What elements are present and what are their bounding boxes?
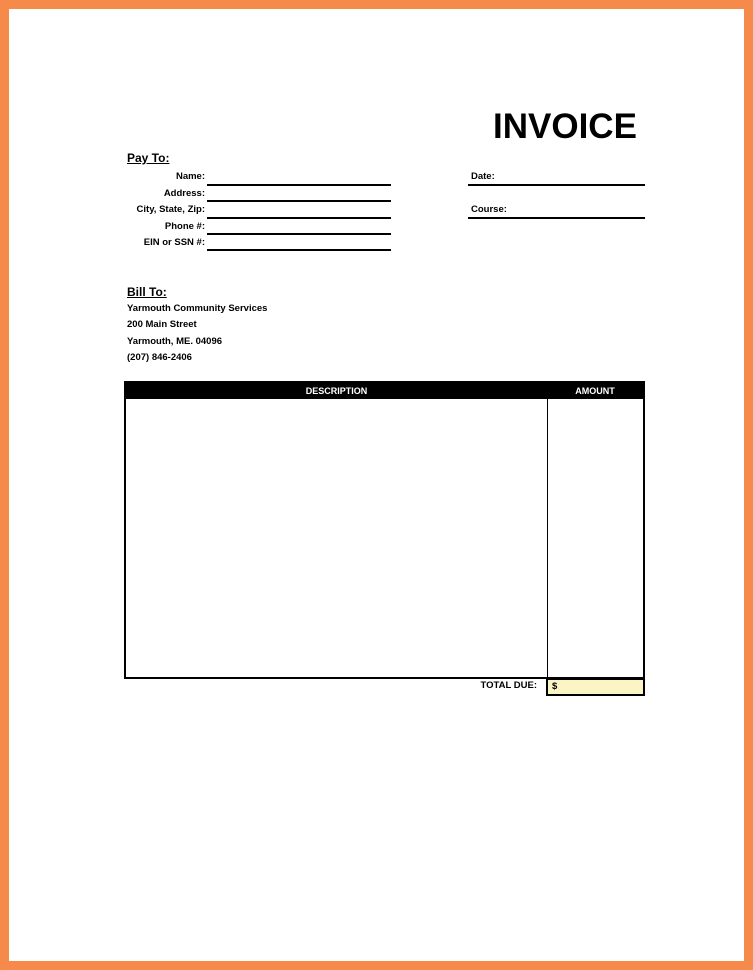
date-label: Date:	[471, 171, 495, 182]
date-field-line[interactable]	[468, 184, 645, 186]
phone-label: Phone #:	[164, 221, 205, 232]
total-due-field[interactable]: $	[546, 678, 645, 696]
city-state-zip-field-line[interactable]	[207, 217, 391, 219]
address-field-line[interactable]	[207, 200, 391, 202]
pay-to-heading: Pay To:	[127, 151, 170, 165]
bill-to-heading: Bill To:	[127, 285, 167, 299]
bill-to-line: Yarmouth Community Services	[127, 303, 268, 314]
line-items-table	[124, 381, 645, 679]
name-label: Name:	[175, 171, 205, 182]
invoice-title: INVOICE	[493, 107, 637, 146]
name-field-line[interactable]	[207, 184, 391, 186]
ein-ssn-label: EIN or SSN #:	[143, 237, 205, 248]
amount-column-header: AMOUNT	[575, 386, 615, 396]
bill-to-line: 200 Main Street	[127, 319, 197, 330]
city-state-zip-label: City, State, Zip:	[136, 204, 205, 215]
address-label: Address:	[163, 188, 205, 199]
description-column-header: DESCRIPTION	[305, 386, 368, 396]
bill-to-line: Yarmouth, ME. 04096	[127, 336, 223, 347]
total-due-label: TOTAL DUE:	[480, 680, 537, 691]
column-divider	[547, 399, 548, 679]
table-header	[126, 383, 643, 399]
course-field-line[interactable]	[468, 217, 645, 219]
course-label: Course:	[471, 204, 507, 215]
bill-to-line: (207) 846-2406	[127, 352, 192, 363]
ein-ssn-field-line[interactable]	[207, 249, 391, 251]
phone-field-line[interactable]	[207, 233, 391, 235]
